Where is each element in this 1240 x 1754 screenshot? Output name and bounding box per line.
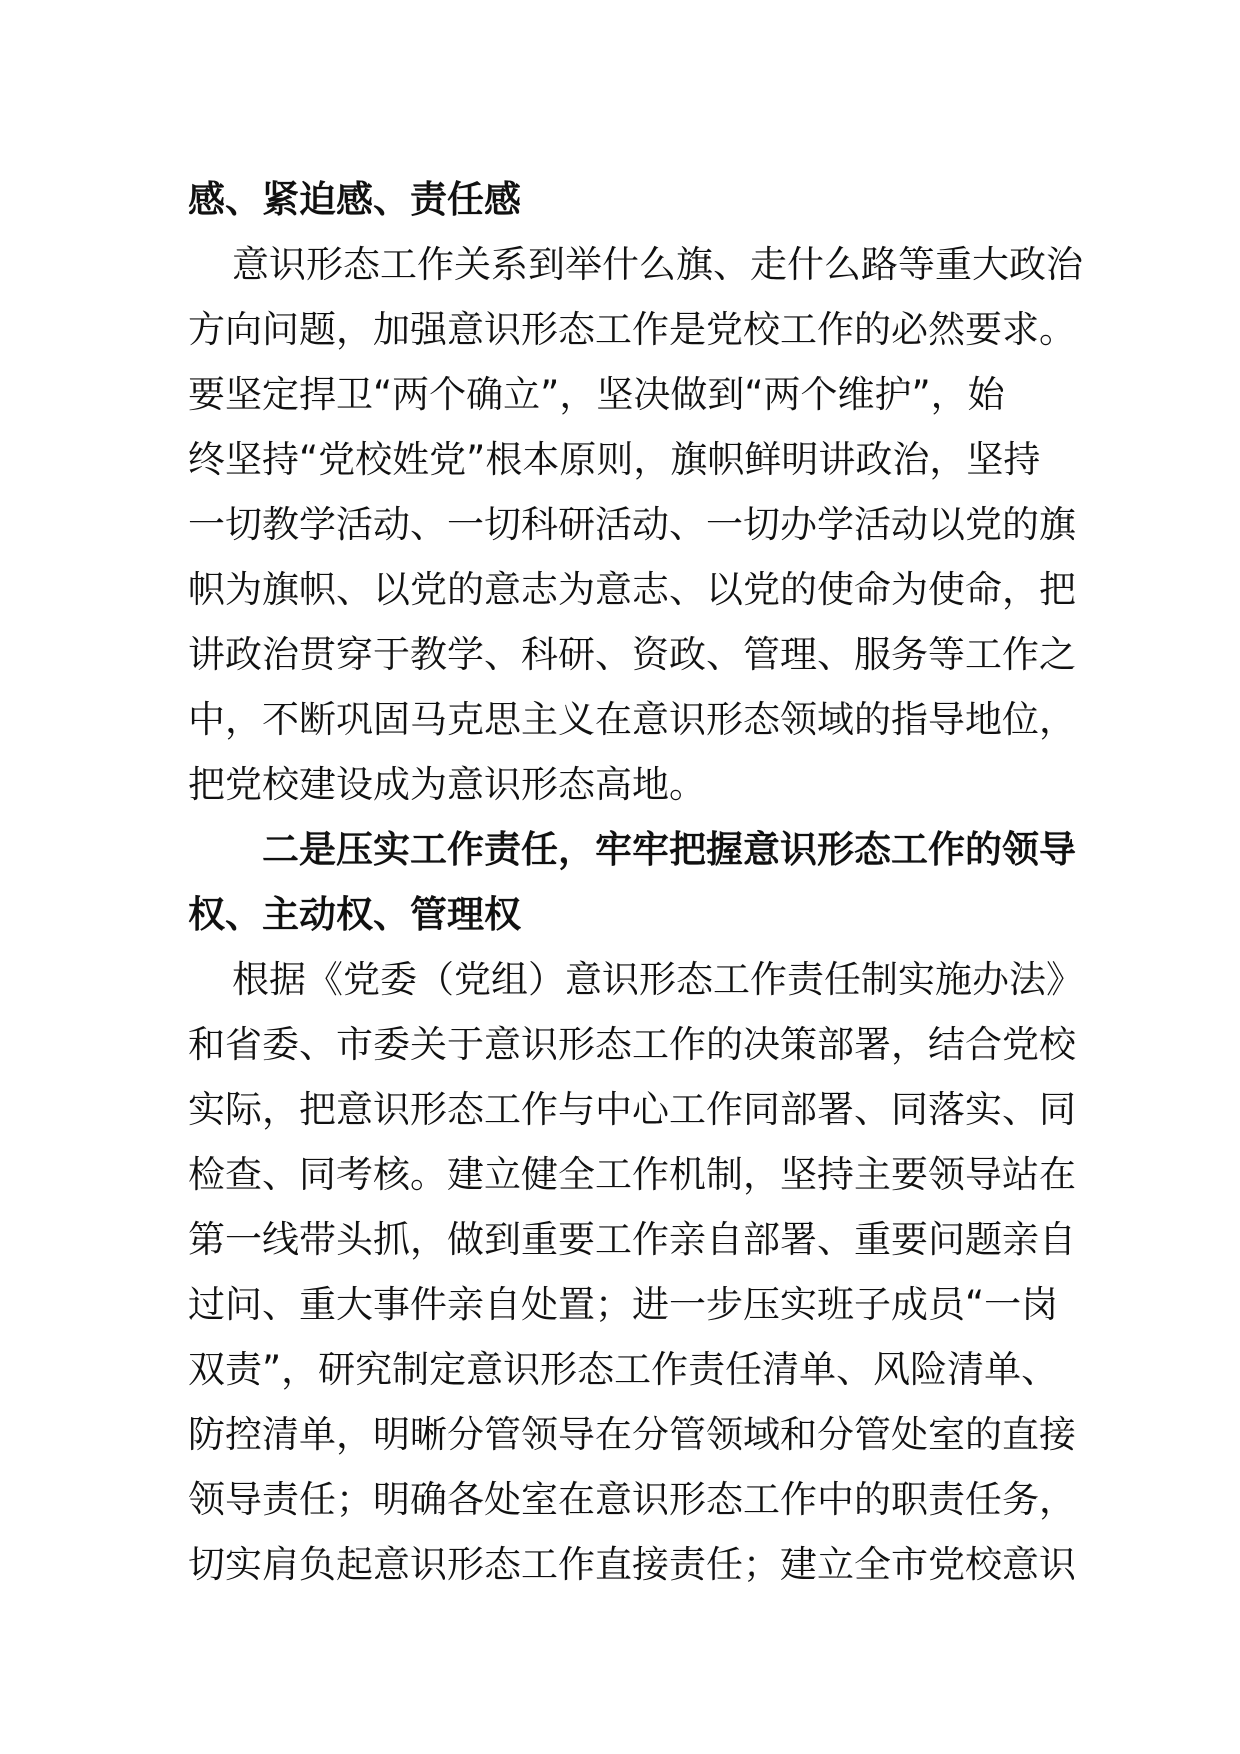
paragraph-line: 帜为旗帜、以党的意志为意志、以党的使命为使命，把: [188, 568, 1076, 611]
section-heading: 二是压实工作责任，牢牢把握意识形态工作的领导: [262, 828, 1076, 871]
paragraph-line: 领导责任；明确各处室在意识形态工作中的职责任务，: [188, 1478, 1076, 1521]
paragraph-line: 防控清单，明晰分管领导在分管领域和分管处室的直接: [188, 1413, 1076, 1456]
paragraph-line: 把党校建设成为意识形态高地。: [188, 763, 706, 806]
paragraph-line: 检查、同考核。建立健全工作机制，坚持主要领导站在: [188, 1153, 1076, 1196]
paragraph-line: 要坚定捍卫“两个确立”，坚决做到“两个维护”，始: [188, 373, 1005, 416]
document-body: [188, 167, 1083, 1597]
paragraph-line: 根据《党委（党组）意识形态工作责任制实施办法》: [232, 958, 1083, 1001]
paragraph-line: 终坚持“党校姓党”根本原则，旗帜鲜明讲政治，坚持: [188, 438, 1041, 481]
paragraph-line: 切实肩负起意识形态工作直接责任；建立全市党校意识: [188, 1543, 1076, 1586]
paragraph-line: 一切教学活动、一切科研活动、一切办学活动以党的旗: [188, 503, 1076, 546]
paragraph-line: 中，不断巩固马克思主义在意识形态领域的指导地位，: [188, 698, 1076, 741]
paragraph-line: 和省委、市委关于意识形态工作的决策部署，结合党校: [188, 1023, 1076, 1066]
section-heading: 权、主动权、管理权: [188, 893, 521, 936]
paragraph-line: 双责”，研究制定意识形态工作责任清单、风险清单、: [188, 1348, 1059, 1391]
paragraph-line: 第一线带头抓，做到重要工作亲自部署、重要问题亲自: [188, 1218, 1076, 1261]
paragraph-line: 过问、重大事件亲自处置；进一步压实班子成员“一岗: [188, 1283, 1059, 1326]
paragraph-line: 实际，把意识形态工作与中心工作同部署、同落实、同: [188, 1088, 1076, 1131]
paragraph-line: 方向问题，加强意识形态工作是党校工作的必然要求。: [188, 308, 1076, 351]
section-heading-continuation: 感、紧迫感、责任感: [188, 178, 521, 221]
paragraph-line: 意识形态工作关系到举什么旗、走什么路等重大政治: [232, 243, 1083, 286]
paragraph-line: 讲政治贯穿于教学、科研、资政、管理、服务等工作之: [188, 633, 1076, 676]
